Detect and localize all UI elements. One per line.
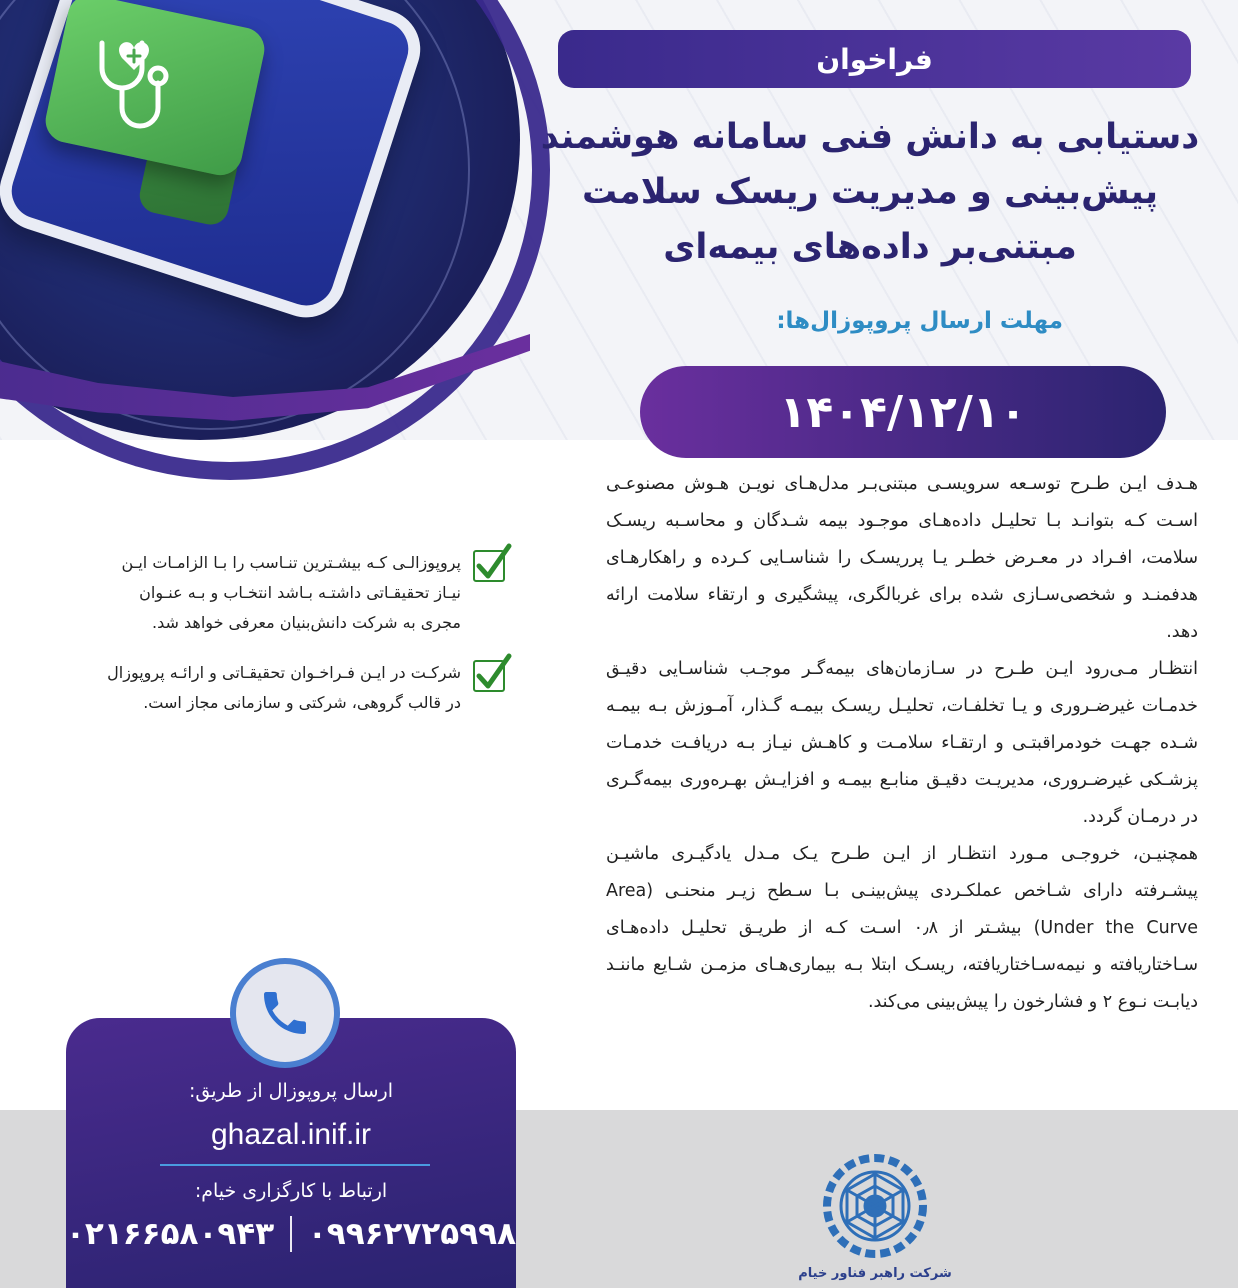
condition-item <box>95 548 505 638</box>
condition-text: پروپوزالـی کـه بیشـترین تنـاسب را بـا الزامـات ایـن نیـاز تحقیقـاتی داشتـه بـاشد انتخـاب و بـه عنـوان مجری به شرکت دانش‌بنیان معرفی خواهد شد. <box>121 553 461 632</box>
announcement-banner <box>558 30 1191 88</box>
title-line-2: پیش‌بینی و مدیریت ریسک سلامت <box>582 172 1158 212</box>
deadline-label: مهلت ارسال پروپوزال‌ها: <box>776 308 1063 334</box>
phone-numbers <box>66 1216 516 1252</box>
phone-separator <box>290 1216 292 1252</box>
description-paragraph-2: انتظـار مـی‌رود ایـن طـرح در سـازمان‌های بیمه‌گـر موجـب شناسـایی دقیـق خدمـات غیرضـروری و یـا تخلفـات، تحلیـل ریسـک بیمـه گـذار، آمـوزش بـه بیمـه شـده جهـت خودمراقبتـی و ارتقـاء سلامـت و کاهـش نیـاز بـه دریافـت خدمـات پزشـکی غیرضـروری، مدیریـت دقیـق منابـع بیمـه و افزایـش بهـره‌وری بیمه‌گـری در درمـان گردد. <box>606 659 1198 827</box>
condition-text: شرکـت در ایـن فـراخـوان تحقیقـاتی و ارائـه پروپوزال در قالب گروهی، شرکتی و سازمانی مجاز است. <box>107 663 461 712</box>
condition-item <box>95 658 505 718</box>
website-link[interactable]: ghazal.inif.ir <box>210 1118 372 1151</box>
title-line-3: مبتنی‌بر داده‌های بیمه‌ای <box>663 227 1077 267</box>
contact-divider <box>160 1164 430 1166</box>
phone-icon[interactable] <box>230 958 340 1068</box>
description-text <box>606 466 1198 1021</box>
conditions-list <box>95 548 505 738</box>
company-name: شرکت راهبر فناور خیام <box>798 1266 952 1281</box>
deadline-date-badge <box>640 366 1166 458</box>
deadline-date: ۱۴۰۴/۱۲/۱۰ <box>779 386 1027 438</box>
announcement-label: فراخوان <box>816 42 933 76</box>
checkmark-icon <box>473 550 505 582</box>
page-title <box>530 110 1210 275</box>
agency-label: ارتباط با کارگزاری خیام: <box>194 1180 388 1202</box>
checkmark-icon <box>473 660 505 692</box>
telephone-glyph <box>257 985 313 1041</box>
company-logo <box>805 1146 945 1266</box>
phone-number-mobile[interactable]: ۰۹۹۶۲۷۲۵۹۹۸ <box>307 1216 516 1252</box>
phone-number-landline[interactable]: ۰۲۱۶۶۵۸۰۹۴۳ <box>66 1216 275 1252</box>
description-paragraph-1: هـدف ایـن طـرح توسـعه سرویسـی مبتنی‌بـر مدل‌هـای نویـن هـوش مصنوعـی اسـت کـه بتوانـد بـا تحلیـل داده‌هـای موجـود بیمه شـدگان و محاسـبه ریسـک سلامت، افـراد در معـرض خطـر یـا پرریسـک را شناسـایی کـرده و راهکارهـای هدفمنـد و شخصی‌سـازی شده برای غربالگری، پیشگیری و ارتقاء سلامت ارائه دهد. <box>606 474 1198 642</box>
title-line-1: دستیابی به دانش فنی سامانه هوشمند <box>540 117 1200 157</box>
stethoscope-heart-icon <box>82 18 222 138</box>
description-paragraph-3: همچنیـن، خروجـی مـورد انتظـار از ایـن طـرح یـک مـدل یادگیـری ماشیـن پیشـرفته دارای شـاخص عملکـردی پیش‌بینـی بـا سـطح زیـر منحنـی (Area Under the Curve) بیشـتر از ۰٫۸ اسـت کـه از طریـق تحلیـل داده‌هـای سـاختاریافته و نیمه‌سـاختاریافته، ریسـک ابتلا بـه بیماری‌هـای مزمـن شـایع ماننـد دیابـت نـوع ۲ و فشارخون را پیش‌بینی می‌کند. <box>606 844 1198 1012</box>
send-proposal-label: ارسال پروپوزال از طریق: <box>189 1080 393 1102</box>
